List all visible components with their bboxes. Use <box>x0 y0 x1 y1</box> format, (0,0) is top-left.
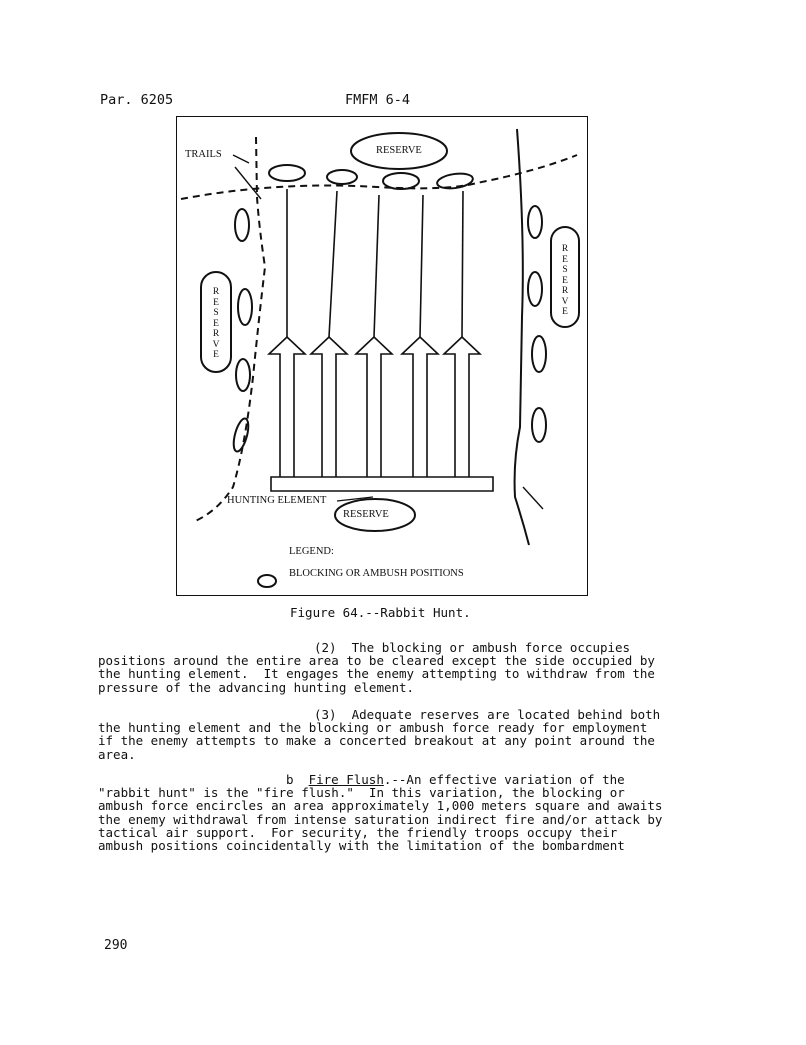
rabbit-hunt-figure <box>176 116 588 596</box>
legend-item-label: BLOCKING OR AMBUSH POSITIONS <box>289 568 464 579</box>
blocking-right-3 <box>532 336 546 372</box>
paragraph-line: the hunting element and the blocking or ambush force ready for employment <box>98 720 648 736</box>
blocking-right-1 <box>528 206 542 238</box>
paragraph-line: the enemy withdrawal from intense saturation indirect fire and/or attack by <box>98 811 663 827</box>
blocking-left-2 <box>238 289 252 325</box>
paragraph-line: area. <box>98 746 136 762</box>
trail-top <box>181 155 577 199</box>
legend-oval-icon <box>258 575 276 587</box>
subparagraph-lead: .--An effective variation of the <box>383 772 625 787</box>
reserve-bottom-label: RESERVE <box>343 509 389 520</box>
blocking-top-2 <box>327 170 357 184</box>
paragraph-line: ambush force encircles an area approximately 1,000 meters square and awaits <box>98 798 663 814</box>
paragraph-reference: Par. 6205 <box>100 92 174 108</box>
blocking-left-1 <box>235 209 249 241</box>
paragraph-line: (3) Adequate reserves are located behind both <box>314 707 661 722</box>
paragraph-line: if the enemy attempts to make a concerted breakout at any point around the <box>98 733 655 749</box>
blocking-left-3 <box>236 359 250 391</box>
paragraph-2 <box>98 641 688 694</box>
trail-left-arrow <box>233 155 249 163</box>
reserve-left-label: RESERVE <box>212 287 220 360</box>
blocking-top-1 <box>269 165 305 181</box>
figure-caption: Figure 64.--Rabbit Hunt. <box>290 605 471 620</box>
paragraph-line: tactical air support. For security, the friendly troops occupy their <box>98 824 618 840</box>
paragraph-line: "rabbit hunt" is the "fire flush." In this variation, the blocking or <box>98 785 625 801</box>
subparagraph-marker: b <box>286 772 294 787</box>
reserve-right-label: RESERVE <box>561 244 569 317</box>
page-number: 290 <box>104 938 128 953</box>
subparagraph-heading: Fire Flush <box>308 772 384 787</box>
right-boundary <box>515 129 529 545</box>
paragraph-line: positions around the entire area to be cleared except the side occupied by <box>98 653 655 669</box>
blocking-top-4 <box>436 172 474 191</box>
paragraph-b-fire-flush <box>98 773 688 852</box>
hunting-element-label: HUNTING ELEMENT <box>227 495 327 506</box>
paragraph-line: ambush positions coincidentally with the limitation of the bombardment <box>98 838 625 854</box>
blocking-left-4 <box>231 417 251 453</box>
paragraph-line: pressure of the advancing hunting element. <box>98 679 415 695</box>
blocking-right-2 <box>528 272 542 306</box>
figure-diagram <box>177 117 589 597</box>
hunting-element-arrows <box>269 189 493 491</box>
blocking-right-4 <box>532 408 546 442</box>
trail-pointer <box>235 167 261 199</box>
legend-title: LEGEND: <box>289 546 334 557</box>
blocking-top-3 <box>383 173 419 189</box>
manual-title: FMFM 6-4 <box>345 92 411 108</box>
paragraph-3 <box>98 708 688 761</box>
paragraph-line: the hunting element. It engages the enemy attempting to withdraw from the <box>98 666 655 682</box>
trails-label: TRAILS <box>185 149 222 160</box>
boundary-arrow <box>523 487 543 509</box>
trail-left <box>193 137 265 522</box>
reserve-top-label: RESERVE <box>376 145 422 156</box>
paragraph-line: (2) The blocking or ambush force occupies <box>314 640 631 655</box>
